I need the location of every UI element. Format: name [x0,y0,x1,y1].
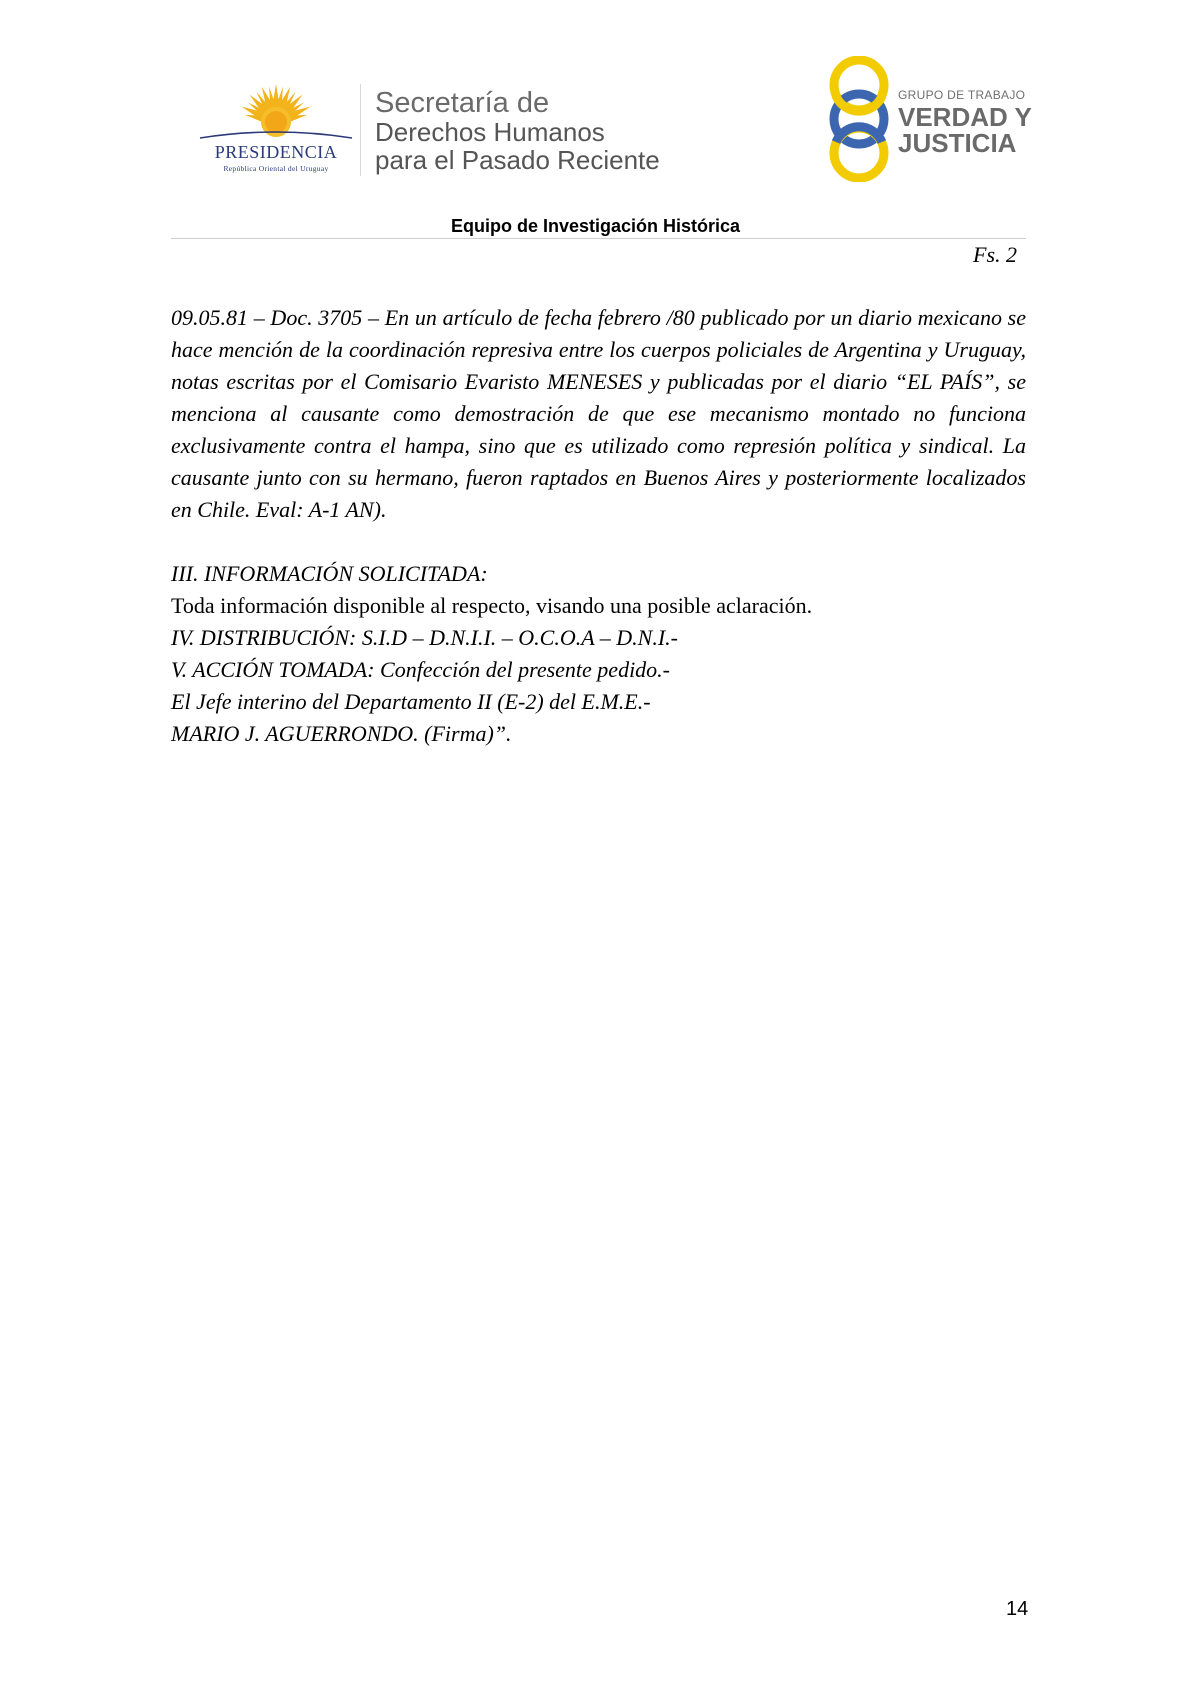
page-number: 14 [1006,1598,1029,1620]
sun-emblem-icon [196,82,356,144]
action-line: V. ACCIÓN TOMADA: Confección del presente pedido.- [171,657,671,682]
document-paragraph: 09.05.81 – Doc. 3705 – En un artículo de fecha febrero /80 publicado por un diario mexicano se hace mención de la coordinación represiva entre los cuerpos policiales de Argentina y Uruguay, notas escritas por el Comisario Evaristo MENESES y publicadas por el diario “EL PAÍS”, se menciona al causante como demostración de que ese mecanismo montado no funciona exclusivamente contra el hampa, sino que es utilizado como represión política y sindical. La causante junto con su hermano, fueron raptados en Buenos Aires y posteriormente localizados en Chile. Eval: A-1 AN). [171,305,1026,522]
presidencia-name: PRESIDENCIA [214,142,338,162]
secretaria-line2: Derechos Humanos [375,117,605,147]
linked-rings-icon [822,56,896,182]
secretaria-line1: Secretaría de [375,87,550,119]
signature-line: MARIO J. AGUERRONDO. (Firma)”. [171,721,512,746]
secretaria-line3: para el Pasado Reciente [375,145,660,175]
team-title: Equipo de Investigación Histórica [450,216,741,236]
request-sections [171,558,1026,750]
distribution-line: IV. DISTRIBUCIÓN: S.I.D – D.N.I.I. – O.C.O.A – D.N.I.- [171,625,678,650]
logo-divider [360,84,361,176]
info-text: Toda información disponible al respecto, visando una posible aclaración. [171,593,813,618]
chief-line: El Jefe interino del Departamento II (E-2) del E.M.E.- [171,689,651,714]
grupo-label: GRUPO DE TRABAJO [898,88,1026,102]
presidencia-subtitle: República Oriental del Uruguay [223,164,329,173]
verdad-justicia-logo [822,56,1032,182]
folio-number: Fs. 2 [973,242,1017,267]
header-rule [171,238,1026,239]
justicia-label: JUSTICIA [898,128,1017,158]
info-heading: III. INFORMACIÓN SOLICITADA: [171,561,488,586]
verdad-label: VERDAD Y [898,102,1032,132]
secretaria-logo [375,88,660,174]
presidencia-logo [196,82,356,182]
